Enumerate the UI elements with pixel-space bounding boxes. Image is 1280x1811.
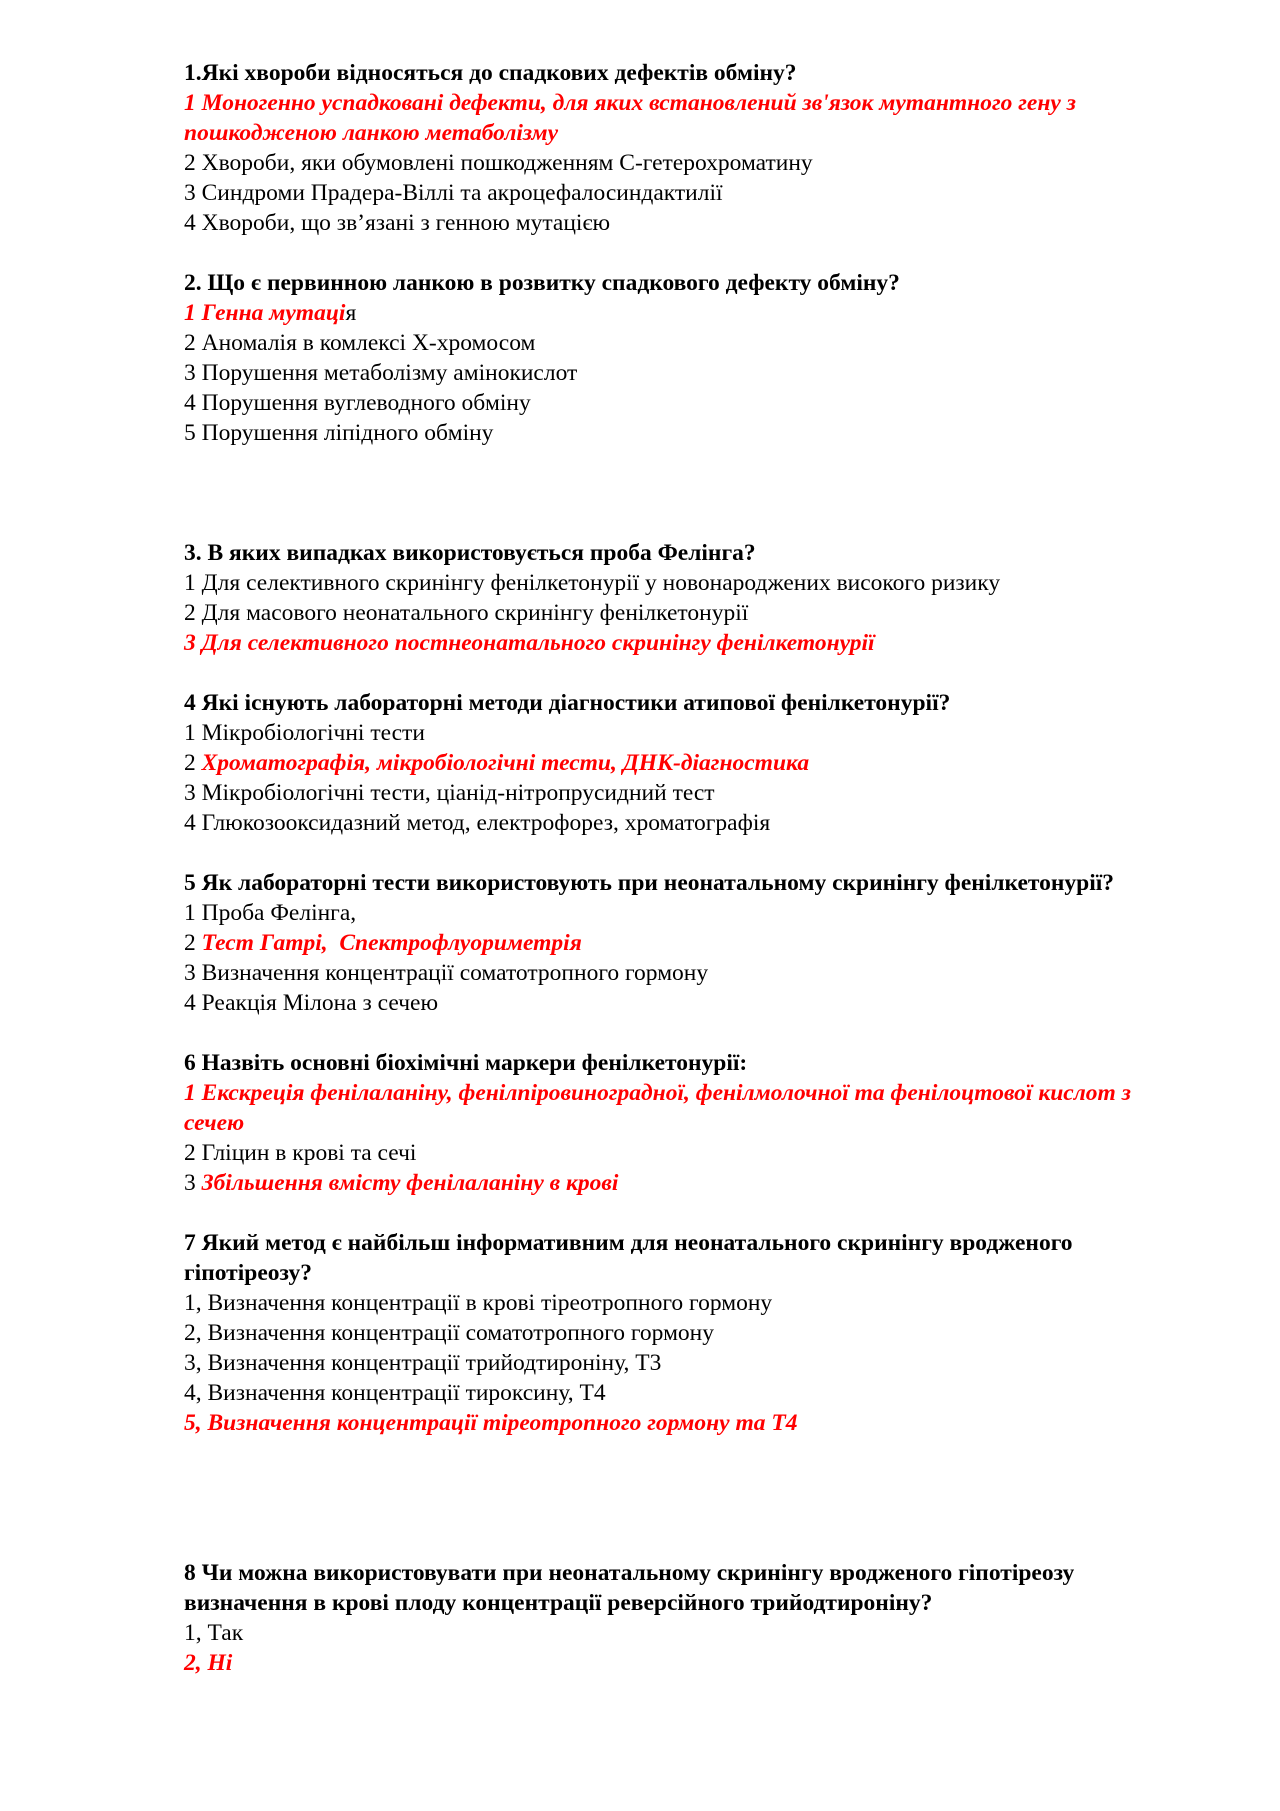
question-title: 5 Як лабораторні тести використовують при неонатальному скринінгу фенілкетонурії? (184, 870, 1115, 896)
correct-answer-text: 1 Екскреція фенілаланіну, фенілпіровиноградної, фенілмолочної та фенілоцтової кислот з сечею (184, 1080, 1131, 1136)
question-title: 1.Які хвороби відносяться до спадкових дефектів обміну? (184, 60, 797, 86)
answer-option (184, 748, 1180, 778)
answer-option: 1 Мікробіологічні тести (184, 720, 425, 746)
answer-suffix: я (345, 300, 357, 326)
correct-answer-text: 5, Визначення концентрації тіреотропного гормону та Т4 (184, 1410, 798, 1436)
answer-option: 3 Мікробіологічні тести, ціанід-нітропрусидний тест (184, 780, 715, 806)
answer-option: 2 Аномалія в комлексі Х-хромосом (184, 330, 536, 356)
answer-option: 3 Порушення метаболізму амінокислот (184, 360, 578, 386)
question-title: 2. Що є первинною ланкою в розвитку спадкового дефекту обміну? (184, 270, 900, 296)
answer-option: 3 Визначення концентрації соматотропного гормону (184, 960, 709, 986)
answer-number: 2 (184, 930, 202, 956)
answer-option (184, 628, 1180, 658)
correct-answer-text: 2, Ні (184, 1650, 233, 1676)
answer-option (184, 1408, 1180, 1438)
answer-option (184, 1078, 1180, 1138)
answer-number: 2 (184, 750, 202, 776)
correct-answer-text: 3 Для селективного постнеонатального скринінгу фенілкетонурії (184, 630, 875, 656)
question-title: 7 Який метод є найбільш інформативним для неонатального скринінгу вродженого гіпотіреозу? (184, 1230, 1073, 1286)
answer-option (184, 928, 1180, 958)
answer-option: 1 Проба Фелінга, (184, 900, 357, 926)
question-5 (184, 868, 1180, 1018)
answer-option (184, 88, 1180, 148)
answer-option: 1, Визначення концентрації в крові тіреотропного гормону (184, 1290, 773, 1316)
answer-option: 4 Реакція Мілона з сечею (184, 990, 439, 1016)
answer-option: 3, Визначення концентрації трийодтироніну, Т3 (184, 1350, 662, 1376)
question-title: 8 Чи можна використовувати при неонатальному скринінгу вродженого гіпотіреозу визначення в крові плоду концентрації реверсійного трийодтироніну? (184, 1560, 1075, 1616)
answer-option: 5 Порушення ліпідного обміну (184, 420, 494, 446)
answer-option: 4 Порушення вуглеводного обміну (184, 390, 531, 416)
answer-option: 1 Для селективного скринінгу фенілкетонурії у новонароджених високого ризику (184, 570, 1001, 596)
question-6 (184, 1048, 1180, 1198)
question-8 (184, 1558, 1180, 1678)
question-1 (184, 58, 1180, 238)
answer-option: 1, Так (184, 1620, 244, 1646)
question-title: 4 Які існують лабораторні методи діагностики атипової фенілкетонурії? (184, 690, 951, 716)
answer-option: 3 Синдроми Прадера-Віллі та акроцефалосиндактилії (184, 180, 723, 206)
answer-option: 4, Визначення концентрації тироксину, Т4 (184, 1380, 606, 1406)
answer-option (184, 1648, 1180, 1678)
question-4 (184, 688, 1180, 838)
answer-option: 2 Для масового неонатального скринінгу фенілкетонурії (184, 600, 749, 626)
correct-answer-text: Тест Гатрі, Спектрофлуориметрія (201, 930, 582, 956)
answer-option (184, 298, 1180, 328)
answer-option: 4 Глюкозооксидазний метод, електрофорез, хроматографія (184, 810, 771, 836)
answer-option (184, 1168, 1180, 1198)
question-2 (184, 268, 1180, 448)
correct-answer-text: Збільшення вмісту фенілаланіну в крові (201, 1170, 619, 1196)
question-title: 3. В яких випадках використовується проба Фелінга? (184, 540, 756, 566)
correct-answer-text: 1 Моногенно успадковані дефекти, для яких встановлений зв'язок мутантного гену з пошкодженою ланкою метаболізму (184, 90, 1076, 146)
answer-option: 2 Хвороби, яки обумовлені пошкодженням С-гетерохроматину (184, 150, 813, 176)
correct-answer-text: 1 Генна мутаці (184, 300, 346, 326)
question-3 (184, 538, 1180, 658)
answer-option: 4 Хвороби, що зв’язані з генною мутацією (184, 210, 611, 236)
question-title: 6 Назвіть основні біохімічні маркери фенілкетонурії: (184, 1050, 748, 1076)
answer-number: 3 (184, 1170, 202, 1196)
correct-answer-text: Хроматографія, мікробіологічні тести, ДНК-діагностика (201, 750, 810, 776)
question-7 (184, 1228, 1180, 1438)
answer-option: 2 Гліцин в крові та сечі (184, 1140, 417, 1166)
answer-option: 2, Визначення концентрації соматотропного гормону (184, 1320, 715, 1346)
